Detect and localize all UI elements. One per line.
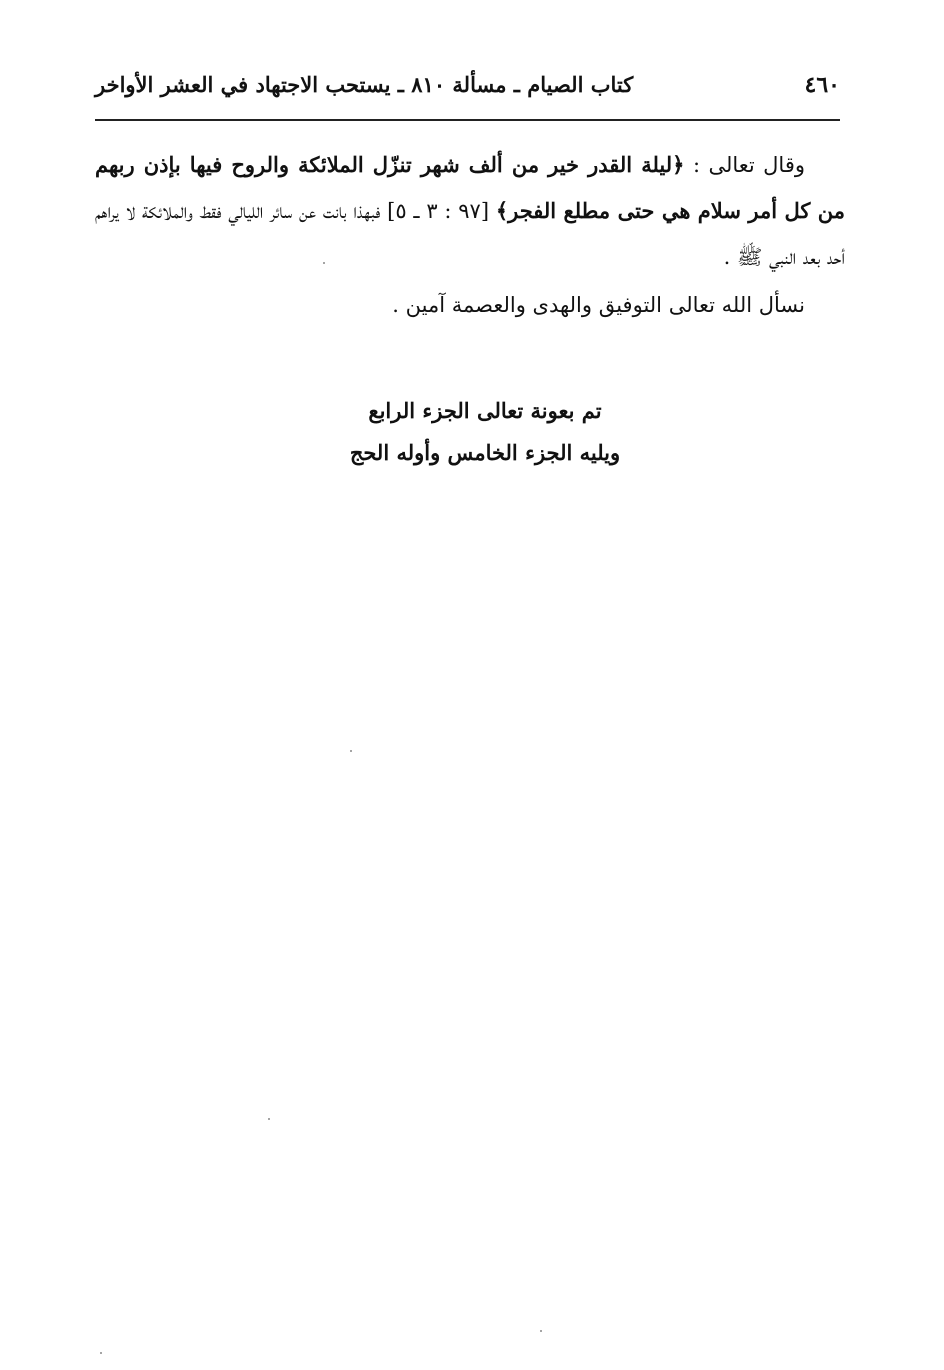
- scan-speck: [540, 1330, 542, 1332]
- paragraph-quran-quote: [95, 142, 845, 280]
- header-rule: [95, 119, 840, 121]
- colophon-line-1: تم بعونة تعالى الجزء الرابع: [368, 398, 602, 423]
- scan-speck: [350, 750, 352, 752]
- colophon-line-2: ويليه الجزء الخامس وأوله الحج: [349, 440, 621, 465]
- page-header: [95, 68, 840, 116]
- paragraph-continuation: فبهذا بانت عن سائر الليالي فقط والملائكة لا يراهم أحد بعد النبي ﷺ .: [95, 199, 845, 269]
- verse-citation: [٩٧ : ٣ ـ ٥]: [380, 199, 496, 223]
- running-title: كتاب الصيام ـ مسألة ٨١٠ ـ يستحب الاجتهاد في العشر الأواخر: [95, 72, 634, 97]
- quran-verse: ليلة القدر خير من ألف شهر تنزّل الملائكة والروح فيها بإذن ربهم من كل أمر سلام هي حتى مطلع الفجر: [95, 152, 845, 223]
- page-number: ٤٦٠: [804, 72, 840, 98]
- verse-open-bracket: ﴿: [672, 152, 685, 177]
- paragraph-prayer: نسأل الله تعالى التوفيق والهدى والعصمة آمين .: [392, 293, 805, 317]
- quote-intro: وقال تعالى :: [692, 153, 806, 177]
- verse-close-bracket: ﴾: [495, 198, 509, 223]
- scan-speck: [323, 262, 325, 264]
- closing-colophon: [0, 390, 944, 474]
- scan-speck: [100, 1352, 102, 1354]
- body-text: [95, 142, 845, 328]
- scan-speck: [268, 1118, 270, 1120]
